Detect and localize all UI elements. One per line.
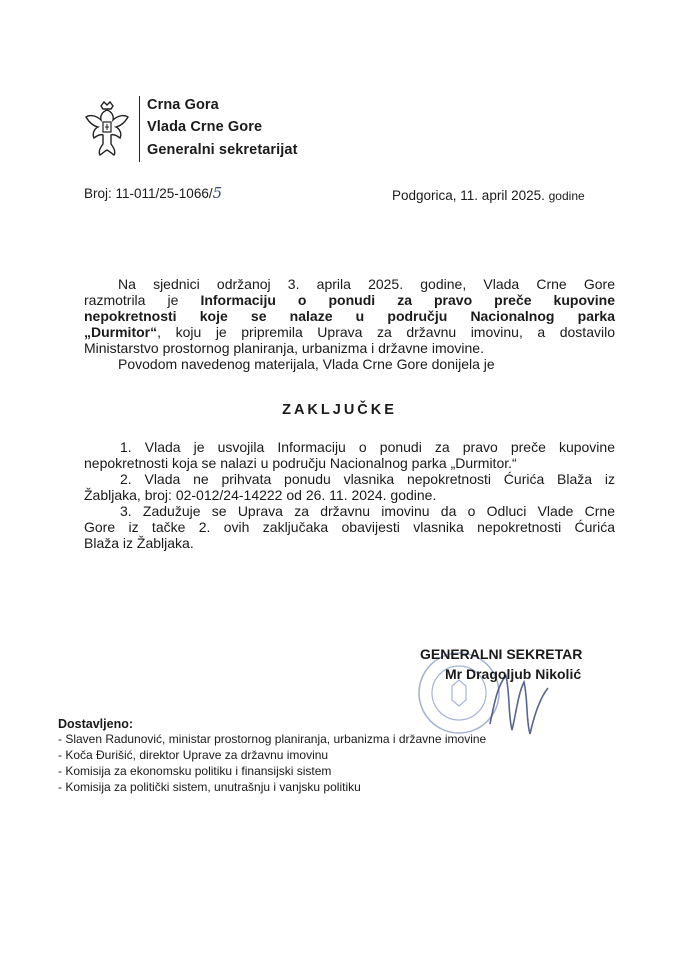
coat-of-arms-icon xyxy=(84,100,130,158)
intro-bold-text: „Durmitor“ xyxy=(84,324,158,340)
conclusion-line: 2. Vlada ne prihvata ponudu vlasnika nepokretnosti Ćurića Blaža iz xyxy=(120,471,615,487)
distribution-item: - Komisija za ekonomsku politiku i finansijski sistem xyxy=(58,764,332,778)
intro-line: nepokretnosti koje se nalaze u području Nacionalnog parka xyxy=(84,308,615,324)
intro-line: Povodom navedenog materijala, Vlada Crne Gore donijela je xyxy=(118,356,495,372)
intro-paragraph xyxy=(84,276,615,372)
conclusion-line: Žabljaka, broj: 02-012/24-14222 od 26. 11. 2024. godine. xyxy=(84,487,437,503)
intro-text: , koju je pripremila Uprava za državnu imovinu, a dostavilo xyxy=(157,324,615,340)
document-date xyxy=(392,188,585,203)
reference-number-text: Broj: 11-011/25-1066/ xyxy=(84,186,213,201)
conclusion-line: nepokretnosti koja se nalazi u području Nacionalnog parka „Durmitor.“ xyxy=(84,455,517,471)
conclusion-line: 1. Vlada je usvojila Informaciju o ponudi za pravo preče kupovine xyxy=(120,439,615,455)
distribution-list xyxy=(58,731,486,795)
intro-bold-text: Informaciju o ponudi za pravo preče kupovine xyxy=(200,292,616,308)
conclusion-line: 3. Zadužuje se Uprava za državnu imovinu da o Odluci Vlade Crne xyxy=(120,503,615,519)
distribution-item: - Slaven Radunović, ministar prostornog planiranja, urbanizma i državne imovine xyxy=(58,732,487,746)
signatory-title: GENERALNI SEKRETAR xyxy=(420,646,583,662)
header-country: Crna Gora xyxy=(147,97,219,113)
date-suffix: godine xyxy=(548,189,585,203)
intro-line: Na sjednici održanoj 3. aprila 2025. godine, Vlada Crne Gore xyxy=(118,276,615,292)
conclusion-line: Blaža iz Žabljaka. xyxy=(84,535,194,551)
conclusion-line: Gore iz tačke 2. ovih zaključaka obavijesti vlasnika nepokretnosti Ćurića xyxy=(84,519,615,535)
intro-line: Ministarstvo prostornog planiranja, urbanizma i državne imovine. xyxy=(84,340,484,356)
date-text: Podgorica, 11. april 2025. xyxy=(392,188,545,203)
intro-line xyxy=(84,292,615,308)
reference-handwritten: 5 xyxy=(212,184,223,202)
header-secretariat: Generalni sekretarijat xyxy=(147,142,298,158)
header-government: Vlada Crne Gore xyxy=(147,119,263,135)
conclusions-list xyxy=(84,439,615,551)
intro-text: razmotrila je xyxy=(84,292,179,308)
distribution-heading: Dostavljeno: xyxy=(58,717,134,731)
intro-line xyxy=(84,324,615,340)
conclusions-title: ZAKLJUČKE xyxy=(282,402,397,418)
signatory-name: Mr Dragoljub Nikolić xyxy=(445,666,582,682)
distribution-item: - Komisija za politički sistem, unutrašnju i vanjsku politiku xyxy=(58,780,361,794)
distribution-item: - Koča Đurišić, direktor Uprave za državnu imovinu xyxy=(58,748,329,762)
header-divider xyxy=(139,96,140,162)
reference-number xyxy=(84,184,222,202)
